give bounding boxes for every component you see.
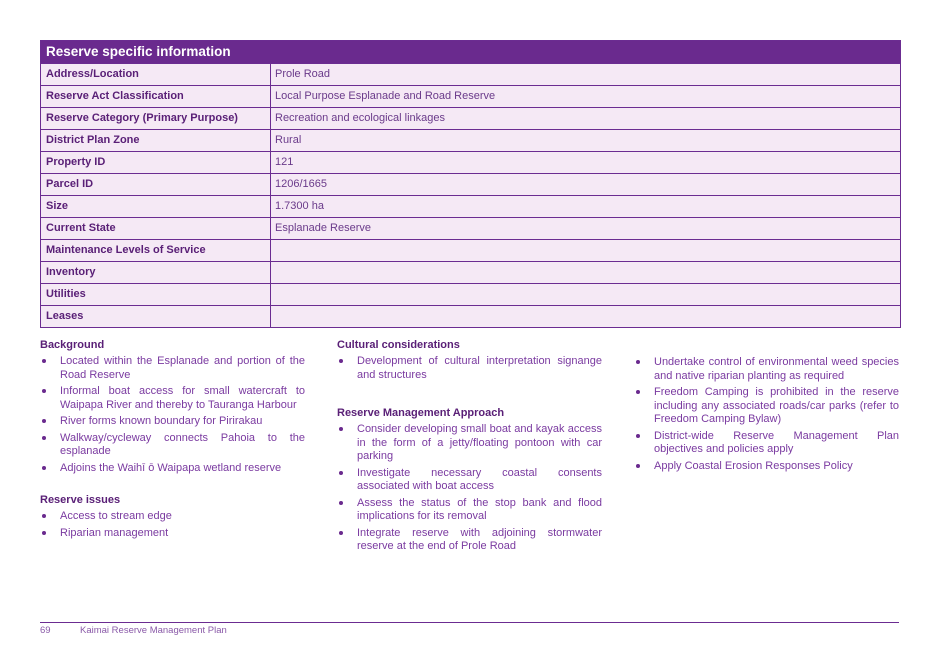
- row-value: [271, 306, 900, 327]
- row-value: 121: [275, 156, 294, 168]
- table-row: [41, 239, 900, 261]
- row-label: Utilities: [41, 284, 271, 305]
- table-row: [41, 129, 900, 151]
- table-row: [41, 195, 900, 217]
- row-label: Maintenance Levels of Service: [41, 240, 271, 261]
- table-row: [41, 305, 900, 327]
- row-value: Recreation and ecological linkages: [275, 112, 445, 124]
- row-label: Address/Location: [41, 64, 271, 85]
- reserve-issues-heading: Reserve issues: [40, 494, 121, 506]
- background-list: [40, 355, 305, 475]
- row-label: Reserve Category (Primary Purpose): [41, 108, 271, 129]
- right-column: [634, 356, 899, 476]
- reserve-info-table: [40, 40, 901, 328]
- reserve-issues-list: [40, 510, 305, 540]
- table-row: [41, 173, 900, 195]
- list-item: Consider developing small boat and kayak access in the form of a jetty/floating pontoon with car parking: [337, 423, 602, 464]
- table-row: [41, 107, 900, 129]
- row-value: Esplanade Reserve: [275, 222, 372, 234]
- list-item: Adjoins the Waihī ō Waipapa wetland reserve: [40, 462, 305, 476]
- row-value: [271, 240, 900, 261]
- list-item: District-wide Reserve Management Plan objectives and policies apply: [634, 430, 899, 457]
- table-row: [41, 63, 900, 85]
- page-number: 69: [40, 625, 51, 636]
- footer-divider: [40, 622, 899, 623]
- list-item: Riparian management: [40, 527, 305, 541]
- row-label: Parcel ID: [41, 174, 271, 195]
- list-item: River forms known boundary for Pirirakau: [40, 415, 305, 429]
- list-item: Walkway/cycleway connects Pahoia to the esplanade: [40, 432, 305, 459]
- cultural-heading: Cultural considerations: [337, 339, 460, 351]
- row-label: Reserve Act Classification: [41, 86, 271, 107]
- row-value: Rural: [275, 134, 302, 146]
- background-heading: Background: [40, 339, 105, 351]
- list-item: Freedom Camping is prohibited in the reserve including any associated roads/car parks (refer to Freedom Camping Bylaw): [634, 386, 899, 427]
- row-value: [271, 284, 900, 305]
- row-value: Local Purpose Esplanade and Road Reserve: [275, 90, 496, 102]
- row-label: Leases: [41, 306, 271, 327]
- list-item: Access to stream edge: [40, 510, 305, 524]
- row-label: Size: [41, 196, 271, 217]
- left-column: [40, 339, 305, 543]
- table-row: [41, 261, 900, 283]
- row-label: District Plan Zone: [41, 130, 271, 151]
- management-list: [337, 423, 602, 554]
- list-item: Apply Coastal Erosion Responses Policy: [634, 460, 899, 474]
- list-item: Investigate necessary coastal consents associated with boat access: [337, 467, 602, 494]
- row-value: Prole Road: [275, 68, 331, 80]
- table-row: [41, 217, 900, 239]
- list-item: Informal boat access for small watercraft to Waipapa River and thereby to Tauranga Harbour: [40, 385, 305, 412]
- row-label: Property ID: [41, 152, 271, 173]
- list-item: Undertake control of environmental weed species and native riparian planting as required: [634, 356, 899, 383]
- table-row: [41, 151, 900, 173]
- list-item: Assess the status of the stop bank and flood implications for its removal: [337, 497, 602, 524]
- row-value: 1.7300 ha: [275, 200, 324, 212]
- cultural-list: [337, 355, 602, 382]
- middle-column: [337, 339, 602, 557]
- row-label: Current State: [41, 218, 271, 239]
- row-value: 1206/1665: [275, 178, 327, 190]
- management-heading: Reserve Management Approach: [337, 407, 505, 419]
- table-heading: Reserve specific information: [41, 41, 900, 63]
- list-item: Development of cultural interpretation signange and structures: [337, 355, 602, 382]
- list-item: Integrate reserve with adjoining stormwater reserve at the end of Prole Road: [337, 527, 602, 554]
- row-value: [271, 262, 900, 283]
- document-title: Kaimai Reserve Management Plan: [80, 625, 227, 636]
- table-row: [41, 283, 900, 305]
- table-row: [41, 85, 900, 107]
- row-label: Inventory: [41, 262, 271, 283]
- list-item: Located within the Esplanade and portion of the Road Reserve: [40, 355, 305, 382]
- right-list: [634, 356, 899, 473]
